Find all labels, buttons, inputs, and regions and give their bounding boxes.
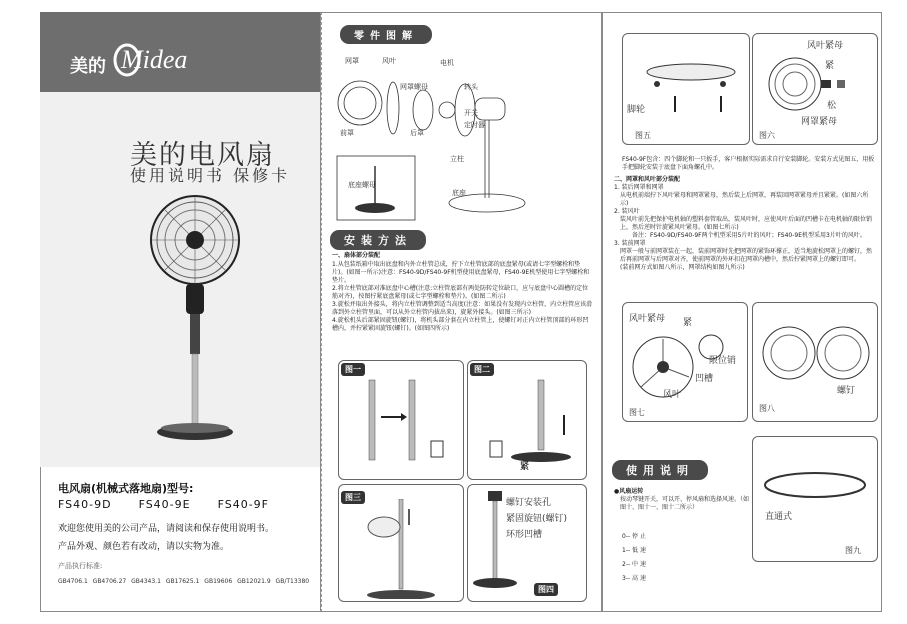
label-grille: 网罩 — [345, 57, 359, 65]
figure-3-label: 图三 — [341, 491, 365, 504]
install-step-3: 3.旋松并取出外接头，将内立柱管调整到适当高度(注意：如果没有发现内立柱管，内立柱管应该滑落到外立柱管里面，可以从外立柱管内拔出来)，旋紧外接头。(如图三所示) — [332, 301, 593, 316]
figure-5-label: 图五 — [635, 131, 651, 140]
grille-step-3-title: 3. 装前网罩 — [614, 240, 646, 247]
label-blade: 风叶 — [382, 57, 396, 65]
figure-2 — [467, 360, 587, 480]
grille-step-1-text: 从电机前端拧下风叶紧母和网罩紧母，然后装上后网罩，再装回网罩紧母并且紧紧。(如图六所示) — [620, 192, 869, 207]
label-base-nut: 底座螺母 — [348, 181, 376, 189]
speed-1: 1-- 低 速 — [622, 547, 646, 554]
grille-steps — [614, 184, 876, 272]
figure-7-label: 图七 — [629, 408, 645, 417]
figure-2-label: 图二 — [470, 363, 494, 376]
install-step-2: 2.将立柱管底部对准底盘中心槽(注意:立柱管底部有两处防转定位缺口，应与底盘中心圆槽的定位筋对齐)，按图拧紧底盘紧母(或七字型螺栓和垫片)。(如图二所示) — [332, 285, 589, 300]
label-base: 底座 — [452, 189, 466, 197]
install-step-1: 1.从包装纸箱中取出底盘和内外立柱管总成，拧下立柱管底部的底盘紧母(或请七字型螺栓和垫片)。(如图一所示)注意：FS40-9D/FS40-9F机型使用底盘紧母，FS40-9E机型使用七字型螺栓和垫片。 — [332, 261, 590, 284]
label-pole: 立柱 — [450, 155, 464, 163]
grille-heading: 二、网罩和风叶部分装配 — [614, 176, 681, 183]
brand-name-en: Midea — [121, 45, 188, 74]
label-motor: 电机 — [440, 59, 454, 67]
figure-7 — [622, 302, 748, 422]
figure-9-straight: 直通式 — [765, 512, 793, 522]
grille-step-2-text: 装风叶前先把保护电机轴的塑料套管取出，装风叶时，应使风叶后面的凹槽卡在电机轴的限位销上，然后逆时针旋紧风叶紧母。(如图七所示) — [620, 216, 873, 231]
standards-heading: 产品执行标准: — [58, 562, 103, 570]
caster-note: FS40-9F包含：四个脚轮和一只扳手，客户根据实际需求自行安装脚轮。安装方式见图五，用扳手把脚轮安装于底盘下面角螺孔中。 — [622, 156, 875, 171]
product-title: 美的电风扇 — [130, 140, 275, 171]
figure-1-label: 图一 — [341, 363, 365, 376]
grille-step-3-text: 网罩一般与前网罩装在一起，装前网罩时先把网罩的紧饰环撑正，适当地旋松网罩上的螺钉，然后再前网罩与后网罩对齐，使前网罩的外环扣在网罩内槽中，然后拧紧网罩上的螺钉即可。 — [620, 248, 873, 263]
label-head: 转头 — [464, 83, 478, 91]
brand-name-cn: 美的 — [70, 56, 106, 77]
speed-list — [622, 530, 646, 586]
parts-heading: 零件图解 — [340, 25, 432, 44]
figure-7-blade: 风叶 — [663, 390, 682, 400]
speed-0: 0-- 停 止 — [622, 533, 646, 540]
figure-8-screw: 螺钉 — [837, 386, 856, 396]
model-9e: FS40-9E — [138, 498, 191, 511]
figure-1 — [338, 360, 464, 480]
grille-step-2-title: 2. 装风叶 — [614, 208, 640, 215]
welcome-line-1: 欢迎您使用美的公司产品，请阅读和保存使用说明书。 — [58, 524, 275, 534]
install-heading: 安装方法 — [330, 230, 426, 250]
figure-9-drawing — [753, 437, 877, 561]
model-list — [58, 498, 269, 511]
welcome-text — [58, 520, 308, 556]
figure-6-loosen: 松 — [827, 101, 837, 111]
standards-list: GB4706.1 GB4706.27 GB4343.1 GB17625.1 GB19606 GB12021.9 GB/T13380 — [58, 578, 310, 585]
welcome-line-2: 产品外观、颜色若有改动，请以实物为准。 — [58, 542, 230, 552]
label-switch: 开关 — [464, 109, 478, 117]
label-rear-cover: 后罩 — [410, 129, 424, 137]
figure-2-tighten: 紧 — [520, 462, 530, 472]
label-timer: 定时器 — [464, 121, 485, 129]
figure-4-knob: 紧固旋钮(螺钉) — [506, 514, 568, 524]
figure-6-label: 图六 — [759, 131, 775, 140]
product-subtitle: 使用说明书 保修卡 — [130, 166, 291, 185]
figure-4-label: 图四 — [534, 583, 558, 596]
figure-7-pin: 限位销 — [709, 356, 737, 366]
figure-4-screw-hole: 螺钉安装孔 — [506, 498, 552, 508]
usage-heading: 使用说明 — [612, 460, 708, 480]
install-steps — [332, 261, 594, 333]
standing-fan-illustration — [140, 195, 250, 455]
install-subheading: 一、扇体部分装配 — [332, 252, 381, 259]
grille-step-1-title: 1. 装后网罩和网罩 — [614, 184, 664, 191]
speed-3: 3-- 高 速 — [622, 575, 646, 582]
figure-4-groove: 环形凹槽 — [506, 530, 543, 540]
figure-5 — [622, 33, 750, 145]
figure-7-blade-nut: 风叶紧母 — [629, 314, 666, 324]
figure-5-caster: 脚轮 — [627, 105, 646, 115]
install-step-4: 4.旋松机头后部紧固旋钮(螺钉)，将机头部分套在内立柱管上，使螺钉对正内立柱管顶部的环形凹槽内，并拧紧紧固旋钮(螺钉)。(如图四所示) — [332, 317, 589, 332]
label-front-cover: 前罩 — [340, 129, 354, 137]
figure-7-tighten: 紧 — [683, 318, 693, 328]
model-9d: FS40-9D — [58, 498, 112, 511]
figure-5-drawing — [623, 34, 749, 144]
figure-6-blade-nut: 风叶紧母 — [807, 41, 844, 51]
figure-7-groove: 凹槽 — [695, 374, 714, 384]
figure-9-label: 图九 — [845, 546, 861, 555]
figure-1-drawing — [339, 375, 463, 475]
figure-8 — [752, 302, 878, 422]
model-9f: FS40-9F — [217, 498, 270, 511]
usage-subheading: ●风扇运转 — [614, 488, 644, 495]
figure-9 — [752, 436, 878, 562]
figure-6-tighten: 紧 — [825, 61, 835, 71]
figure-3 — [338, 484, 464, 602]
grille-step-3-ref: (装前网方式如图八所示，网罩结构如图九所示) — [620, 264, 745, 271]
figure-3-drawing — [339, 499, 463, 599]
grille-step-2-note: 备注：FS40-9D/FS40-9F两个机型采用5片叶的风叶；FS40-9E机型采用3片叶的风叶。 — [632, 232, 866, 239]
figure-4 — [467, 484, 587, 602]
label-grille-nut: 网罩螺母 — [400, 83, 428, 91]
figure-6-grille-nut: 网罩紧母 — [801, 117, 838, 127]
figure-6 — [752, 33, 878, 145]
speed-2: 2-- 中 速 — [622, 561, 646, 568]
figure-8-label: 图八 — [759, 404, 775, 413]
usage-text: 按动琴键开关，可以开、停风扇和选择风速。（如图十、图十一、图十二所示） — [620, 496, 750, 511]
model-heading: 电风扇(机械式落地扇)型号: — [58, 482, 194, 495]
